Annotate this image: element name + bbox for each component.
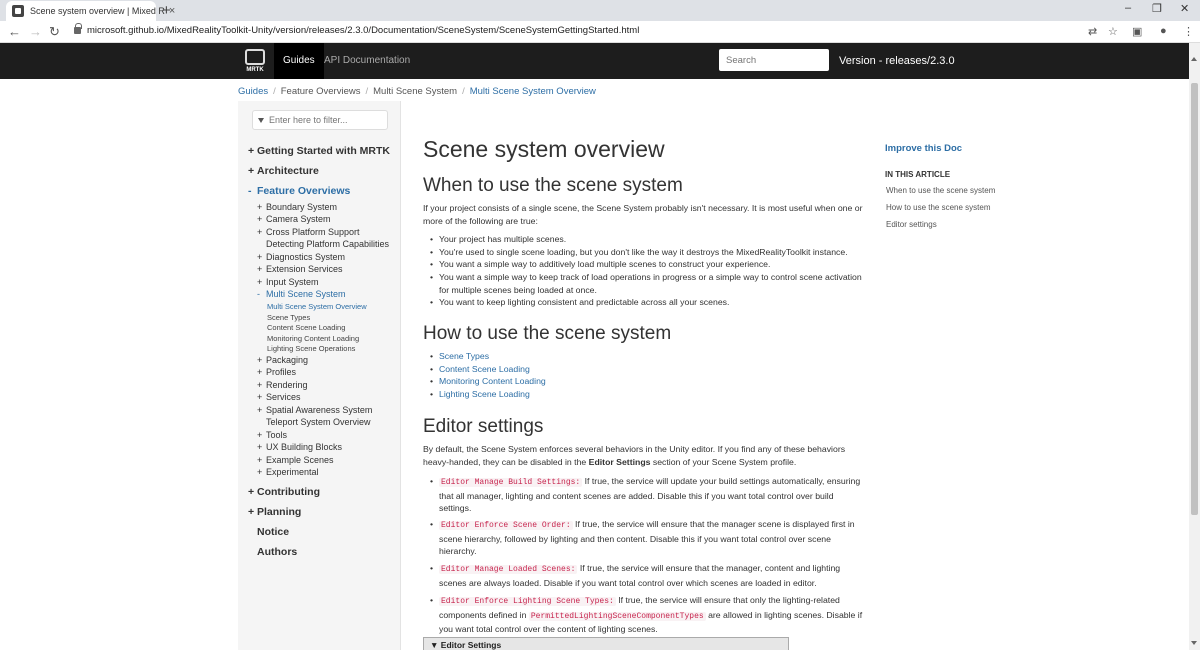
collapse-minus-icon[interactable]: - [248,185,252,197]
toc-input-system[interactable] [257,277,319,287]
page-title: Scene system overview [423,136,665,162]
breadcrumb-current[interactable]: Multi Scene System Overview [469,86,596,97]
toc-label: Architecture [257,165,319,177]
toc-label: Boundary System [266,202,338,212]
toc-label: Contributing [257,486,320,498]
toc-multi-scene-system-overview[interactable]: Multi Scene System Overview [267,302,367,311]
setting-text: If true, the service will ensure that the manager, content and lighting scenes are always loaded. Disable if you want total control over which scenes are loaded in editor. [439,563,841,588]
scroll-up-arrow-icon[interactable] [1191,57,1197,61]
expand-plus-icon[interactable]: + [248,165,255,177]
expand-plus-icon: + [257,214,263,224]
scroll-down-arrow-icon[interactable] [1191,641,1197,645]
setting-text: If true, the service will ensure that only the lighting-related components defined in [439,595,840,620]
version-label: Version - releases/2.3.0 [839,55,955,67]
toc-label: Authors [257,546,298,558]
scroll-thumb[interactable] [1191,83,1198,515]
toc-label: Cross Platform Support [266,227,360,237]
browser-address-bar [0,21,1200,43]
toc-label: Input System [266,277,319,287]
section-intro-when: If your project consists of a single scene, the Scene System probably isn't necessary. It is most useful when one or more of the following are true: [423,203,863,226]
setting-code: Editor Enforce Scene Order: [441,521,571,530]
account-icon[interactable]: ● [1160,25,1167,37]
reload-button[interactable]: ↻ [49,24,60,39]
browser-tab-bar [0,0,1200,21]
affix-link-how[interactable]: How to use the scene system [886,203,991,212]
url-text: microsoft.github.io/MixedRealityToolkit-Unity/version/releases/2.3.0/Documentation/SceneSystem/SceneSystemGettingStarted.html [87,25,640,36]
setting-text: are allowed in lighting scenes. Disable if you want total control over the content of lighting scenes. [439,609,863,634]
logo-text: MRTK [246,67,264,73]
toc-getting-started[interactable] [248,145,390,157]
breadcrumb-separator: / [462,86,465,97]
toc-diagnostics-system[interactable] [257,252,345,262]
expand-plus-icon[interactable]: + [248,506,255,518]
setting-code: Editor Enforce Lighting Scene Types: [441,597,614,606]
toc-label: Experimental [266,467,319,477]
sidebar-toc [238,101,401,650]
page-scrollbar[interactable] [1189,43,1200,650]
site-header [0,43,1200,79]
site-favicon-icon [12,5,24,17]
toc-camera-system[interactable] [257,214,331,224]
tab-title: Scene system overview | Mixed R [30,6,165,16]
toc-packaging[interactable] [257,355,308,365]
toc-contributing[interactable] [248,486,320,498]
list-item: • You want a simple way to additively load multiple scenes to construct your experience. [439,258,864,271]
setting-code: Editor Manage Loaded Scenes: [441,565,576,574]
toc-label: Extension Services [266,264,343,274]
list-item: • Your project has multiple scenes. [439,233,864,246]
expand-plus-icon: + [257,467,263,477]
toc-extension-services[interactable] [257,264,343,274]
setting-item [439,475,864,515]
back-button[interactable]: ← [8,24,21,39]
list-item [439,375,864,388]
toc-label: Example Scenes [266,455,334,465]
forward-button[interactable]: → [29,24,42,39]
setting-item [439,594,864,636]
toc-label: Feature Overviews [257,185,351,197]
toc-label: Planning [257,506,302,518]
setting-item [439,518,864,558]
affix-link-editor[interactable]: Editor settings [886,220,937,229]
toc-feature-overviews[interactable] [248,185,350,197]
list-item: • You want a simple way to keep track of load operations in progress or a simple way to control scene activation for multiple scenes being loaded at once. [439,271,864,296]
toc-label: Diagnostics System [266,252,346,262]
in-this-article-heading: IN THIS ARTICLE [885,170,951,179]
section-intro-editor [423,443,863,468]
toc-label: Teleport System Overview [266,417,371,427]
toc-experimental[interactable] [257,467,319,477]
toc-ux-building-blocks[interactable] [257,442,342,452]
toc-rendering[interactable] [257,380,308,390]
list-item: • You want to keep lighting consistent and predictable across all your scenes. [439,296,864,309]
expand-plus-icon: + [257,442,263,452]
toc-label: Packaging [266,355,309,365]
expand-plus-icon: + [257,405,263,415]
toc-filter[interactable] [252,110,388,130]
expand-plus-icon: + [257,227,263,237]
window-restore-button[interactable]: ❐ [1152,3,1162,15]
expand-plus-icon[interactable]: + [248,145,255,157]
setting-code: PermittedLightingSceneComponentTypes [530,611,704,621]
affix-link-when[interactable]: When to use the scene system [886,186,996,195]
breadcrumb-separator: / [273,86,276,97]
breadcrumb-guides[interactable]: Guides [238,86,269,97]
setting-text: If true, the service will update your build settings automatically, ensuring that all manager, lighting and content scenes are added. Disable this if you want total control over build settings. [439,476,861,513]
intro-text: section of your Scene System profile. [650,456,797,467]
expand-plus-icon: + [257,264,263,274]
toc-label: Tools [266,430,288,440]
toc-example-scenes[interactable] [257,455,334,465]
nav-guides[interactable]: Guides [274,43,324,79]
list-item [439,363,864,376]
toc-teleport-system-overview[interactable] [257,417,371,427]
link-content-scene-loading[interactable]: Content Scene Loading [439,364,530,374]
link-scene-types[interactable]: Scene Types [439,351,490,361]
intro-bold: Editor Settings [588,456,651,467]
logo-mark-icon [245,49,265,65]
mrtk-logo[interactable] [244,47,266,75]
toc-cross-platform-support[interactable] [257,227,360,237]
toc-label: Getting Started with MRTK [257,145,390,157]
improve-doc-link[interactable]: Improve this Doc [885,143,963,154]
toc-boundary-system[interactable] [257,202,337,212]
browser-menu-icon[interactable]: ⋮ [1183,26,1194,38]
toc-architecture[interactable] [248,165,319,177]
toc-spatial-awareness-system[interactable] [257,405,372,415]
expand-plus-icon: + [257,455,263,465]
expand-plus-icon: + [257,277,263,287]
toc-lighting-scene-operations[interactable]: Lighting Scene Operations [267,344,356,353]
toc-label: UX Building Blocks [266,442,343,452]
toc-notice[interactable] [248,526,289,538]
tab-close-icon[interactable]: × [168,5,176,17]
section-heading-when: When to use the scene system [423,175,683,196]
new-tab-button[interactable]: + [162,2,171,19]
expand-plus-icon: + [257,202,263,212]
toc-label: Detecting Platform Capabilities [266,239,390,249]
search-input[interactable] [719,49,829,71]
breadcrumb-multi-scene-system: Multi Scene System [373,86,458,97]
filter-funnel-icon [258,118,264,123]
expand-plus-icon: + [257,355,263,365]
editor-settings-foldout: ▼ Editor Settings [423,637,789,650]
link-monitoring-content-loading[interactable]: Monitoring Content Loading [439,376,546,386]
lock-icon [74,27,81,34]
expand-plus-icon: + [257,392,263,402]
list-item: • You're used to single scene loading, but you don't like the way it destroys the MixedRealityToolkit instance. [439,246,864,259]
section-heading-how: How to use the scene system [423,323,672,344]
toc-label: Multi Scene System [266,289,346,299]
toc-detecting-platform-capabilities[interactable] [257,239,389,249]
toc-authors[interactable] [248,546,297,558]
list-item [439,388,864,401]
setting-code: Editor Manage Build Settings: [441,478,581,487]
link-lighting-scene-loading[interactable]: Lighting Scene Loading [439,389,530,399]
section-heading-editor: Editor settings [423,416,544,437]
intro-text: By default, the Scene System enforces several behaviors in the Unity editor. If you find any of these behaviors heavy-handed, they can be disabled in the [423,444,846,467]
toc-tools[interactable] [257,430,287,440]
toc-scene-types[interactable]: Scene Types [267,313,311,322]
toc-planning[interactable] [248,506,301,518]
window-minimize-button[interactable]: – [1125,2,1132,14]
bookmark-star-icon[interactable]: ☆ [1108,26,1118,38]
toc-label: Profiles [266,367,297,377]
nav-api-documentation[interactable]: API Documentation [324,55,411,66]
translate-icon[interactable]: ⇄ [1088,26,1098,38]
toc-services[interactable] [257,392,301,402]
toc-label: Camera System [266,214,331,224]
toc-filter-input[interactable] [269,115,379,125]
expand-plus-icon: + [257,252,263,262]
setting-text: If true, the service will ensure that the manager scene is displayed first in scene hierarchy, followed by lighting and then content. Disable this if you want total control over scene hierarchy. [439,519,855,556]
toc-label: Rendering [266,380,308,390]
list-item [439,350,864,363]
toc-content-scene-loading[interactable]: Content Scene Loading [267,323,346,332]
toc-label: Notice [257,526,290,538]
expand-plus-icon: + [257,367,263,377]
expand-plus-icon[interactable]: + [248,486,255,498]
window-close-button[interactable]: ✕ [1180,3,1190,15]
toc-monitoring-content-loading[interactable]: Monitoring Content Loading [267,334,360,343]
expand-plus-icon: + [257,380,263,390]
toc-multi-scene-system[interactable] [257,289,346,299]
breadcrumb-separator: / [365,86,369,97]
url-field[interactable] [74,25,639,36]
collapse-minus-icon: - [257,289,260,299]
breadcrumb [238,86,596,97]
toc-label: Spatial Awareness System [266,405,373,415]
toc-label: Services [266,392,301,402]
extension-icon[interactable]: ▣ [1132,26,1143,38]
setting-item [439,562,864,589]
toc-profiles[interactable] [257,367,296,377]
breadcrumb-feature-overviews: Feature Overviews [280,86,361,97]
expand-plus-icon: + [257,430,263,440]
browser-tab[interactable] [6,1,176,21]
